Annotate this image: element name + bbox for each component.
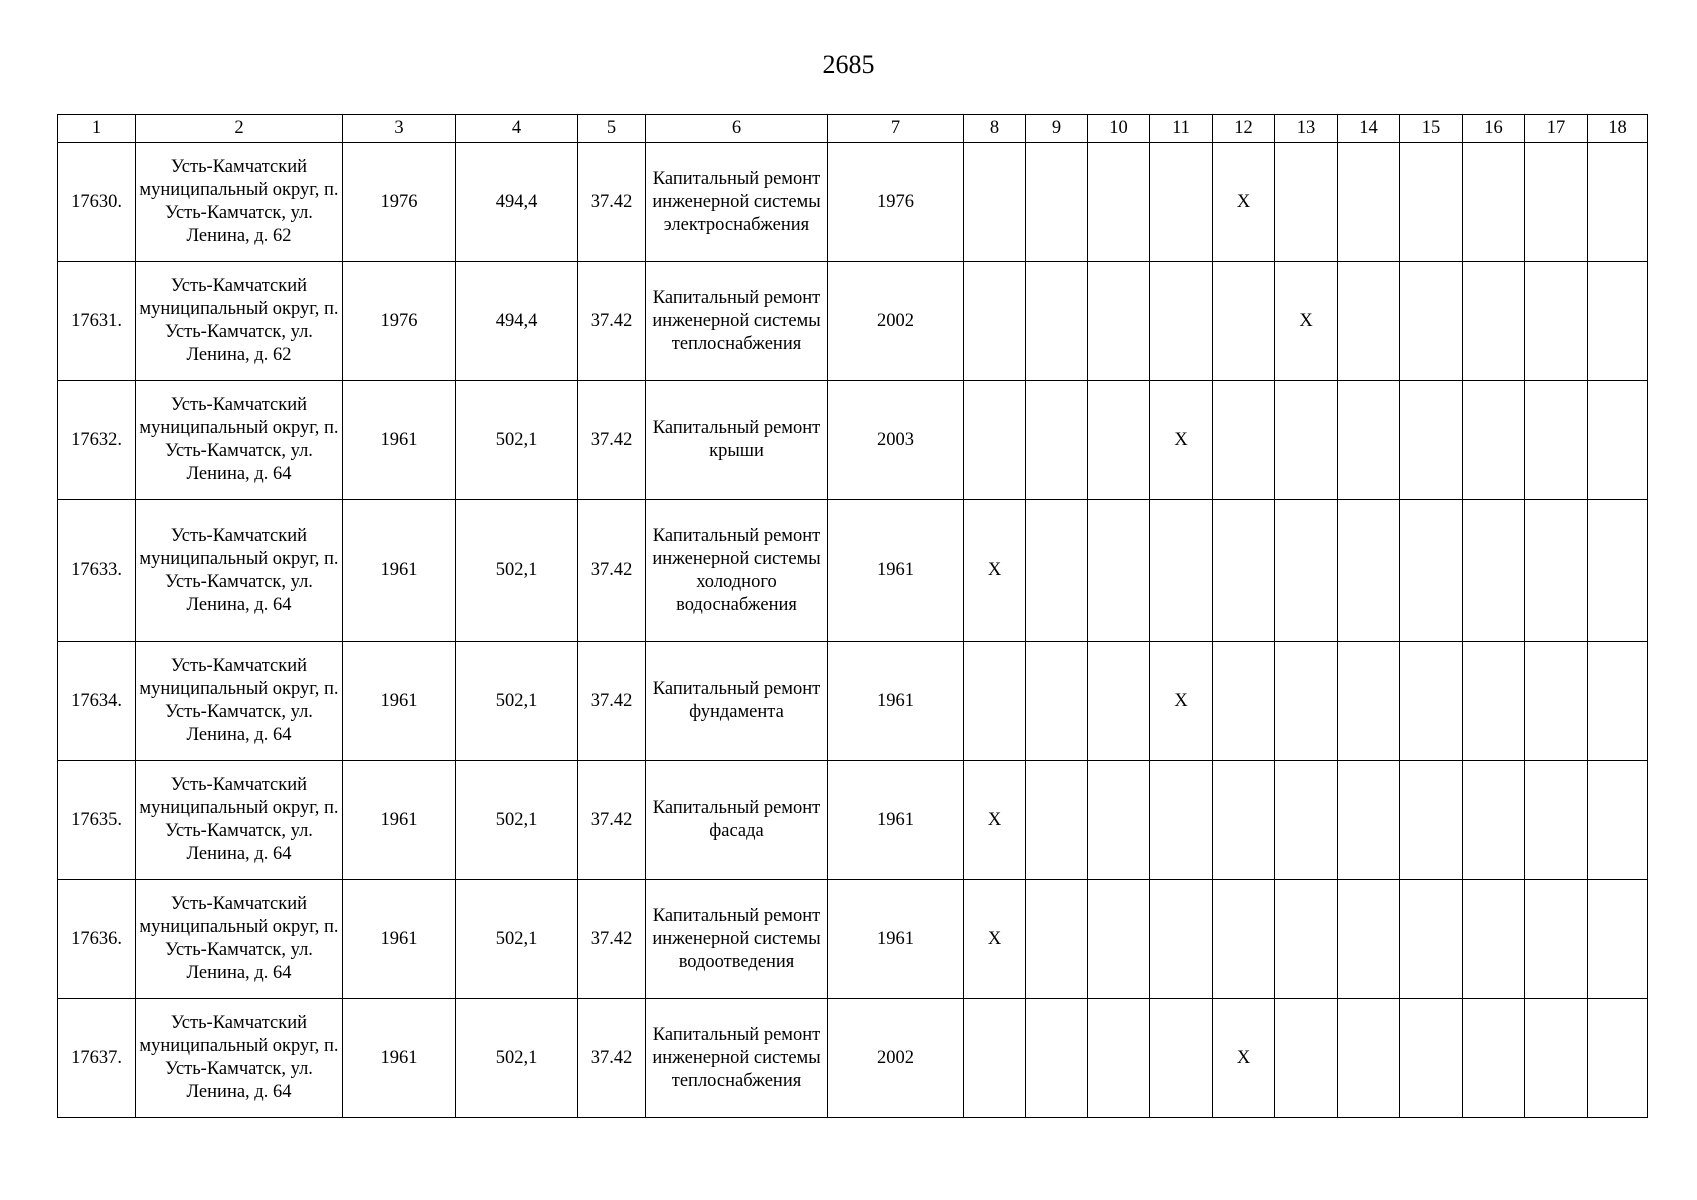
empty-cell — [1275, 500, 1338, 642]
register-table — [57, 114, 1648, 1118]
empty-cell — [1026, 262, 1088, 381]
empty-cell — [1213, 880, 1275, 999]
empty-cell — [1400, 262, 1463, 381]
code-cell: 37.42 — [578, 880, 646, 999]
mark-cell: Х — [1213, 999, 1275, 1118]
build-year-cell: 1961 — [343, 999, 456, 1118]
work-type-cell: Капитальный ремонт крыши — [646, 381, 828, 500]
empty-cell — [1088, 999, 1150, 1118]
empty-cell — [1463, 262, 1525, 381]
empty-cell — [1400, 381, 1463, 500]
address-cell: Усть-Камчатский муниципальный округ, п. Усть-Камчатск, ул. Ленина, д. 62 — [136, 262, 343, 381]
work-type-cell: Капитальный ремонт фундамента — [646, 642, 828, 761]
empty-cell — [1213, 500, 1275, 642]
area-cell: 494,4 — [456, 262, 578, 381]
area-cell: 502,1 — [456, 500, 578, 642]
build-year-cell: 1976 — [343, 262, 456, 381]
row-number: 17633. — [58, 500, 136, 642]
empty-cell — [1400, 761, 1463, 880]
empty-cell — [1026, 381, 1088, 500]
empty-cell — [1026, 880, 1088, 999]
row-number: 17634. — [58, 642, 136, 761]
col-header: 5 — [578, 115, 646, 143]
build-year-cell: 1961 — [343, 642, 456, 761]
col-header: 11 — [1150, 115, 1213, 143]
area-cell: 502,1 — [456, 880, 578, 999]
empty-cell — [1588, 500, 1648, 642]
table-row — [58, 381, 1648, 500]
build-year-cell: 1961 — [343, 761, 456, 880]
empty-cell — [1150, 880, 1213, 999]
row-number: 17632. — [58, 381, 136, 500]
empty-cell — [1213, 761, 1275, 880]
empty-cell — [1588, 381, 1648, 500]
work-year-cell: 1961 — [828, 500, 964, 642]
col-header: 3 — [343, 115, 456, 143]
table-body — [58, 143, 1648, 1118]
empty-cell — [1213, 262, 1275, 381]
empty-cell — [1588, 143, 1648, 262]
mark-cell: Х — [1213, 143, 1275, 262]
col-header: 8 — [964, 115, 1026, 143]
work-year-cell: 2003 — [828, 381, 964, 500]
empty-cell — [1525, 262, 1588, 381]
col-header: 4 — [456, 115, 578, 143]
code-cell: 37.42 — [578, 999, 646, 1118]
build-year-cell: 1961 — [343, 500, 456, 642]
empty-cell — [1463, 143, 1525, 262]
empty-cell — [1588, 642, 1648, 761]
address-cell: Усть-Камчатский муниципальный округ, п. Усть-Камчатск, ул. Ленина, д. 64 — [136, 999, 343, 1118]
mark-cell: Х — [1150, 642, 1213, 761]
empty-cell — [1525, 381, 1588, 500]
area-cell: 502,1 — [456, 642, 578, 761]
empty-cell — [1588, 262, 1648, 381]
empty-cell — [1338, 262, 1400, 381]
table-row — [58, 999, 1648, 1118]
work-type-cell: Капитальный ремонт инженерной системы водоотведения — [646, 880, 828, 999]
table-row — [58, 500, 1648, 642]
empty-cell — [1463, 880, 1525, 999]
empty-cell — [1088, 500, 1150, 642]
empty-cell — [1275, 381, 1338, 500]
mark-cell: Х — [1150, 381, 1213, 500]
page-number: 2685 — [822, 50, 875, 79]
header-row — [58, 115, 1648, 143]
row-number: 17635. — [58, 761, 136, 880]
address-cell: Усть-Камчатский муниципальный округ, п. Усть-Камчатск, ул. Ленина, д. 64 — [136, 500, 343, 642]
empty-cell — [1463, 999, 1525, 1118]
col-header: 10 — [1088, 115, 1150, 143]
empty-cell — [1338, 143, 1400, 262]
empty-cell — [1088, 262, 1150, 381]
code-cell: 37.42 — [578, 500, 646, 642]
row-number: 17636. — [58, 880, 136, 999]
empty-cell — [1026, 642, 1088, 761]
col-header: 18 — [1588, 115, 1648, 143]
col-header: 9 — [1026, 115, 1088, 143]
area-cell: 502,1 — [456, 381, 578, 500]
empty-cell — [1463, 642, 1525, 761]
empty-cell — [1150, 999, 1213, 1118]
col-header: 14 — [1338, 115, 1400, 143]
col-header: 15 — [1400, 115, 1463, 143]
col-header: 13 — [1275, 115, 1338, 143]
empty-cell — [1338, 500, 1400, 642]
mark-cell: Х — [964, 500, 1026, 642]
col-header: 16 — [1463, 115, 1525, 143]
empty-cell — [1338, 880, 1400, 999]
empty-cell — [1525, 143, 1588, 262]
work-type-cell: Капитальный ремонт инженерной системы электроснабжения — [646, 143, 828, 262]
mark-cell: Х — [964, 880, 1026, 999]
empty-cell — [1026, 999, 1088, 1118]
mark-cell: Х — [1275, 262, 1338, 381]
table-row — [58, 761, 1648, 880]
work-year-cell: 2002 — [828, 999, 964, 1118]
address-cell: Усть-Камчатский муниципальный округ, п. Усть-Камчатск, ул. Ленина, д. 64 — [136, 642, 343, 761]
work-year-cell: 1961 — [828, 642, 964, 761]
empty-cell — [1275, 999, 1338, 1118]
code-cell: 37.42 — [578, 761, 646, 880]
empty-cell — [1525, 761, 1588, 880]
empty-cell — [1400, 143, 1463, 262]
empty-cell — [1213, 642, 1275, 761]
empty-cell — [964, 642, 1026, 761]
table-row — [58, 262, 1648, 381]
col-header: 17 — [1525, 115, 1588, 143]
empty-cell — [1338, 761, 1400, 880]
work-year-cell: 2002 — [828, 262, 964, 381]
address-cell: Усть-Камчатский муниципальный округ, п. Усть-Камчатск, ул. Ленина, д. 64 — [136, 761, 343, 880]
table-row — [58, 143, 1648, 262]
code-cell: 37.42 — [578, 262, 646, 381]
work-type-cell: Капитальный ремонт инженерной системы теплоснабжения — [646, 262, 828, 381]
code-cell: 37.42 — [578, 642, 646, 761]
empty-cell — [1588, 999, 1648, 1118]
empty-cell — [1026, 500, 1088, 642]
empty-cell — [1338, 381, 1400, 500]
table-row — [58, 880, 1648, 999]
empty-cell — [1150, 500, 1213, 642]
empty-cell — [1026, 143, 1088, 262]
table-row — [58, 642, 1648, 761]
empty-cell — [1275, 880, 1338, 999]
empty-cell — [1088, 880, 1150, 999]
empty-cell — [1588, 880, 1648, 999]
empty-cell — [1400, 642, 1463, 761]
empty-cell — [1463, 500, 1525, 642]
empty-cell — [1150, 761, 1213, 880]
address-cell: Усть-Камчатский муниципальный округ, п. Усть-Камчатск, ул. Ленина, д. 64 — [136, 381, 343, 500]
empty-cell — [1400, 500, 1463, 642]
empty-cell — [1525, 500, 1588, 642]
col-header: 7 — [828, 115, 964, 143]
build-year-cell: 1976 — [343, 143, 456, 262]
empty-cell — [964, 381, 1026, 500]
area-cell: 502,1 — [456, 999, 578, 1118]
area-cell: 502,1 — [456, 761, 578, 880]
empty-cell — [1150, 262, 1213, 381]
build-year-cell: 1961 — [343, 880, 456, 999]
build-year-cell: 1961 — [343, 381, 456, 500]
mark-cell: Х — [964, 761, 1026, 880]
row-number: 17631. — [58, 262, 136, 381]
empty-cell — [964, 999, 1026, 1118]
empty-cell — [1338, 642, 1400, 761]
address-cell: Усть-Камчатский муниципальный округ, п. Усть-Камчатск, ул. Ленина, д. 64 — [136, 880, 343, 999]
work-year-cell: 1961 — [828, 761, 964, 880]
empty-cell — [1525, 999, 1588, 1118]
empty-cell — [1088, 642, 1150, 761]
empty-cell — [964, 143, 1026, 262]
empty-cell — [1463, 381, 1525, 500]
code-cell: 37.42 — [578, 381, 646, 500]
empty-cell — [1275, 761, 1338, 880]
row-number: 17637. — [58, 999, 136, 1118]
empty-cell — [1400, 880, 1463, 999]
empty-cell — [1275, 143, 1338, 262]
empty-cell — [1275, 642, 1338, 761]
empty-cell — [1338, 999, 1400, 1118]
col-header: 1 — [58, 115, 136, 143]
empty-cell — [1088, 761, 1150, 880]
col-header: 2 — [136, 115, 343, 143]
address-cell: Усть-Камчатский муниципальный округ, п. Усть-Камчатск, ул. Ленина, д. 62 — [136, 143, 343, 262]
empty-cell — [1525, 880, 1588, 999]
code-cell: 37.42 — [578, 143, 646, 262]
work-type-cell: Капитальный ремонт инженерной системы холодного водоснабжения — [646, 500, 828, 642]
empty-cell — [1400, 999, 1463, 1118]
work-year-cell: 1976 — [828, 143, 964, 262]
empty-cell — [1088, 143, 1150, 262]
col-header: 12 — [1213, 115, 1275, 143]
row-number: 17630. — [58, 143, 136, 262]
empty-cell — [1088, 381, 1150, 500]
empty-cell — [1026, 761, 1088, 880]
area-cell: 494,4 — [456, 143, 578, 262]
work-type-cell: Капитальный ремонт инженерной системы теплоснабжения — [646, 999, 828, 1118]
empty-cell — [964, 262, 1026, 381]
empty-cell — [1588, 761, 1648, 880]
col-header: 6 — [646, 115, 828, 143]
work-type-cell: Капитальный ремонт фасада — [646, 761, 828, 880]
empty-cell — [1150, 143, 1213, 262]
empty-cell — [1463, 761, 1525, 880]
work-year-cell: 1961 — [828, 880, 964, 999]
empty-cell — [1213, 381, 1275, 500]
empty-cell — [1525, 642, 1588, 761]
